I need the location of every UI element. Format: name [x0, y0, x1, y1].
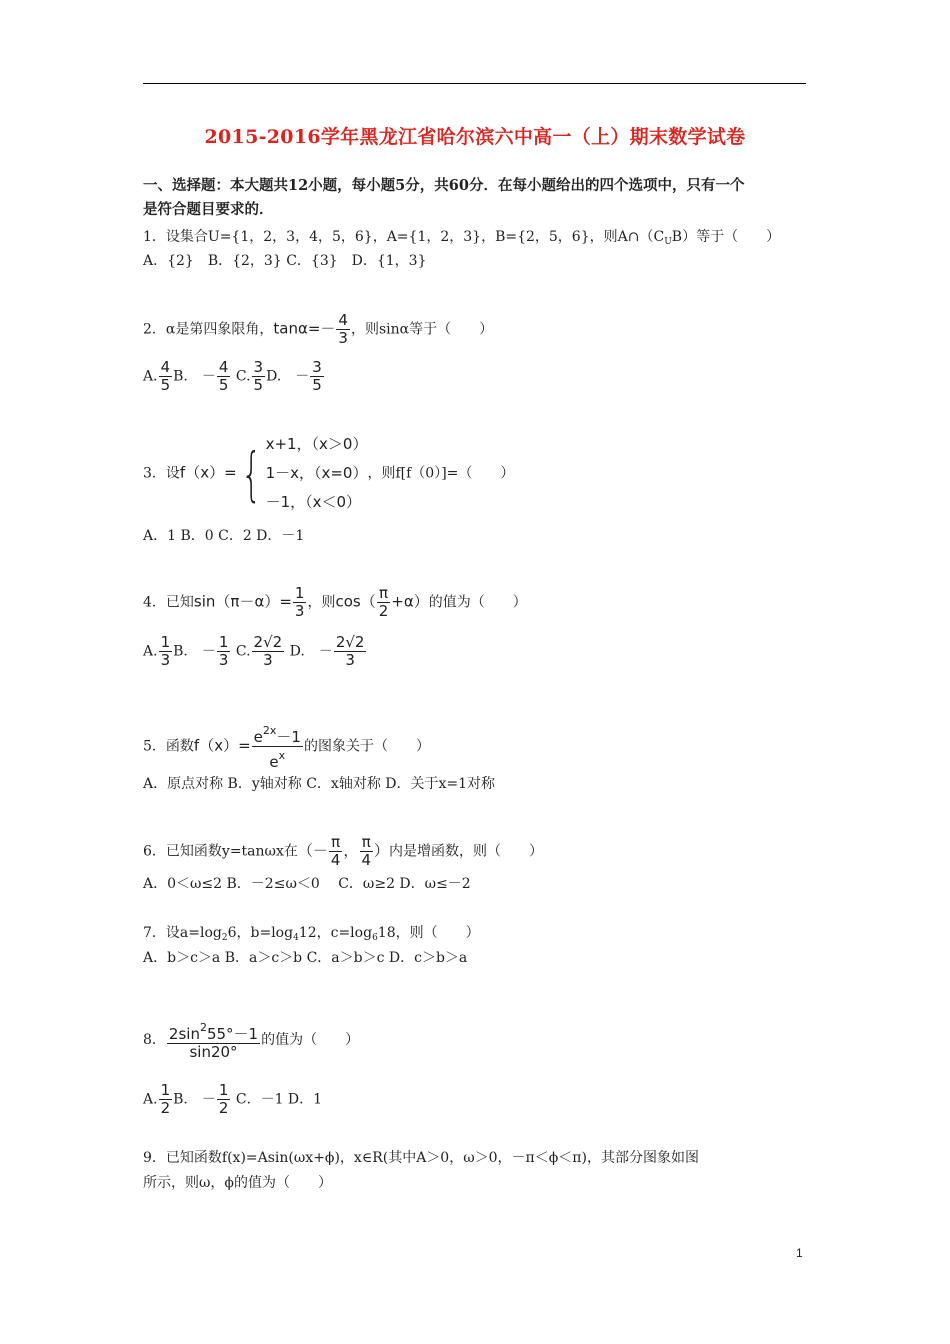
- question-4-stem: 4．已知sin（π－α）= $\frac{1}{3}$ ，则cos（ $\frac{\pi}{2}$ +α）的值为（ ）: [143, 584, 527, 620]
- question-1-options: A．{2} B．{2，3} C．{3} D．{1，3}: [143, 253, 427, 269]
- piecewise-brace: {: [240, 439, 262, 508]
- section-heading-line2: 是符合题目要求的．: [143, 201, 274, 218]
- question-3-options: A．1 B．0 C．2 D．－1: [143, 528, 305, 544]
- question-7-options: A．b＞c＞a B．a＞c＞b C．a＞b＞c D．c＞b＞a: [143, 950, 468, 966]
- question-9-stem-line1: 9．已知函数f(x)=Asin(ωx+ϕ)，x∈R(其中A＞0，ω＞0，－π＜ϕ＜π)，其部分图象如图: [143, 1150, 699, 1166]
- piecewise-cases: x+1，（x＞0） 1－x，（x=0） －1，（x＜0）: [265, 435, 368, 511]
- question-2-stem: 2．α是第四象限角，tanα=－ $\frac{4}{3}$ ，则sinα等于（ ）: [143, 311, 494, 347]
- question-1-stem: 1．设集合U={1，2，3，4，5，6}，A={1，2，3}，B={2，5，6}，则$A\cap(C_UB)$等于（ ）: [143, 229, 781, 247]
- fraction: $\frac{4}{3}$: [338, 311, 348, 347]
- question-8-stem: 8． $\frac{2\sin^255^\circ-1}{\sin 20^\circ}$ 的值为（ ）: [143, 1021, 360, 1061]
- question-4-options: A. $\frac{1}{3}$ B. － $\frac{1}{3}$ C. $\frac{2√2}{3}$ D. － $\frac{2√2}{3}$: [143, 633, 365, 669]
- question-7-stem: 7．设$a=\log_26$，$b=\log_412$，$c=\log_618$，则（ ）: [143, 925, 480, 943]
- question-6-stem: 6．已知函数y=tanωx在（－ $\frac{\pi}{4}$ ， $\frac{\pi}{4}$ ）内是增函数，则（ ）: [143, 833, 543, 869]
- header-rule: [143, 83, 806, 84]
- question-9-stem-line2: 所示，则ω，ϕ的值为（ ）: [143, 1175, 332, 1191]
- question-5-options: A．原点对称 B．y轴对称 C．x轴对称 D．关于x=1对称: [143, 776, 496, 792]
- question-5-stem: 5．函数f（x）= $\frac{e^{2x}-1}{e^x}$ 的图象关于（ ）: [143, 724, 430, 771]
- question-3-stem: 3．设f（x）={ x+1，（x＞0） 1－x，（x=0） －1，（x＜0） ，则f[f（0）]=（ ）: [143, 430, 514, 517]
- complement-symbol: C: [653, 229, 665, 245]
- question-2-options: A. $\frac{4}{5}$ B. － $\frac{4}{5}$ C. $\frac{3}{5}$ D. － $\frac{3}{5}$: [143, 358, 322, 394]
- question-8-options: A. $\frac{1}{2}$ B. － $\frac{1}{2}$ C．－1 D．1: [143, 1081, 323, 1117]
- page-number: 1: [796, 1246, 803, 1260]
- question-6-options: A．0＜ω≤2 B．－2≤ω＜0 C．ω≥2 D．ω≤－2: [143, 876, 471, 892]
- page-title: 2015-2016学年黑龙江省哈尔滨六中高一（上）期末数学试卷: [204, 126, 746, 148]
- section-heading-line1: 一、选择题：本大题共12小题，每小题5分，共60分．在每小题给出的四个选项中，只有一个: [143, 177, 745, 194]
